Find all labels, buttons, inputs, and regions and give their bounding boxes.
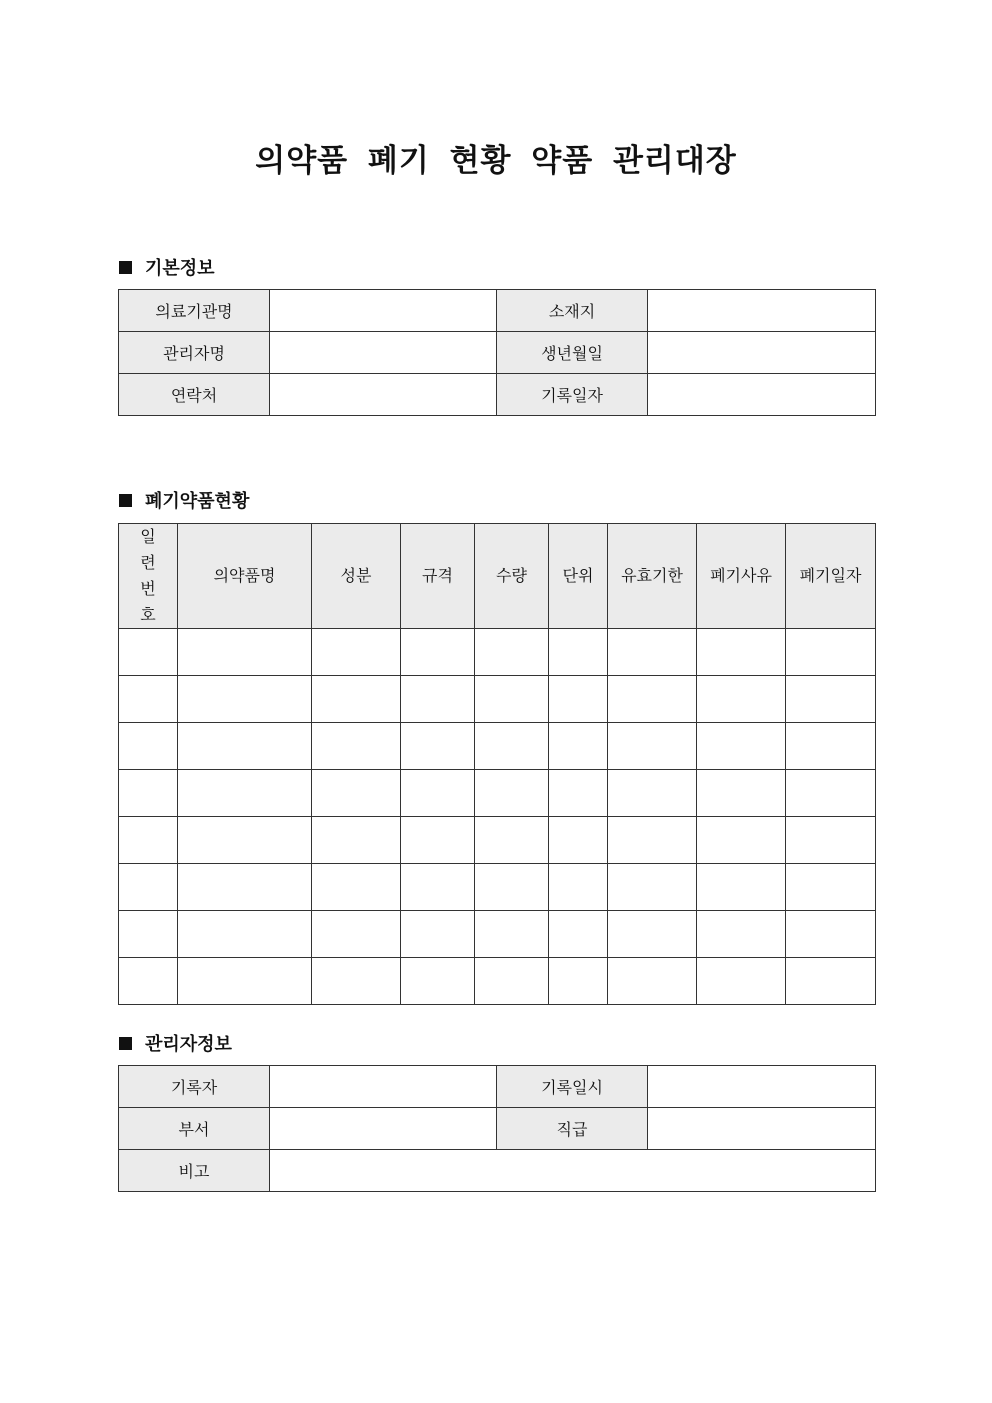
section-heading-disposal-label: 폐기약품현황 [145, 491, 250, 512]
field-birth-date[interactable] [648, 332, 876, 374]
cell-unit[interactable] [549, 629, 608, 676]
cell-drug-name[interactable] [178, 629, 312, 676]
cell-disposal-reason[interactable] [697, 911, 786, 958]
column-header-unit: 단위 [549, 524, 608, 629]
cell-ingredient[interactable] [312, 629, 401, 676]
table-row [119, 958, 876, 1005]
label-birth-date: 생년월일 [497, 332, 648, 374]
label-location: 소재지 [497, 290, 648, 332]
cell-drug-name[interactable] [178, 770, 312, 817]
cell-serial-number[interactable] [119, 817, 178, 864]
field-recorder[interactable] [270, 1066, 497, 1108]
cell-ingredient[interactable] [312, 817, 401, 864]
column-header-disposal-date: 폐기일자 [786, 524, 876, 629]
field-institution-name[interactable] [270, 290, 497, 332]
section-heading-basic-label: 기본정보 [145, 258, 215, 279]
cell-expiry-date[interactable] [608, 817, 697, 864]
cell-disposal-reason[interactable] [697, 676, 786, 723]
cell-disposal-reason[interactable] [697, 958, 786, 1005]
cell-expiry-date[interactable] [608, 864, 697, 911]
column-header-drug-name: 의약품명 [178, 524, 312, 629]
cell-drug-name[interactable] [178, 676, 312, 723]
cell-unit[interactable] [549, 864, 608, 911]
table-row [119, 770, 876, 817]
section-heading-disposal [119, 487, 249, 513]
cell-expiry-date[interactable] [608, 723, 697, 770]
column-header-expiry-date: 유효기한 [608, 524, 697, 629]
table-header-row [119, 524, 876, 629]
cell-quantity[interactable] [475, 864, 549, 911]
column-header-serial-number-label: 일련번호 [140, 527, 156, 624]
column-header-quantity: 수량 [475, 524, 549, 629]
cell-disposal-reason[interactable] [697, 864, 786, 911]
label-remarks: 비고 [119, 1150, 270, 1192]
table-row [119, 1066, 876, 1108]
cell-ingredient[interactable] [312, 723, 401, 770]
cell-drug-name[interactable] [178, 723, 312, 770]
cell-unit[interactable] [549, 676, 608, 723]
cell-unit[interactable] [549, 911, 608, 958]
disposal-table-body [119, 629, 876, 1005]
table-row [119, 817, 876, 864]
cell-disposal-date[interactable] [786, 958, 876, 1005]
cell-ingredient[interactable] [312, 958, 401, 1005]
cell-disposal-date[interactable] [786, 723, 876, 770]
cell-specification[interactable] [401, 629, 475, 676]
cell-specification[interactable] [401, 770, 475, 817]
cell-serial-number[interactable] [119, 864, 178, 911]
cell-expiry-date[interactable] [608, 958, 697, 1005]
basic-info-table [118, 289, 876, 416]
label-recorder: 기록자 [119, 1066, 270, 1108]
cell-specification[interactable] [401, 911, 475, 958]
table-row [119, 864, 876, 911]
cell-quantity[interactable] [475, 817, 549, 864]
cell-drug-name[interactable] [178, 817, 312, 864]
cell-unit[interactable] [549, 817, 608, 864]
field-contact[interactable] [270, 374, 497, 416]
column-header-ingredient: 성분 [312, 524, 401, 629]
section-heading-basic [119, 254, 215, 280]
table-row [119, 1150, 876, 1192]
cell-serial-number[interactable] [119, 958, 178, 1005]
cell-serial-number[interactable] [119, 629, 178, 676]
field-manager-name[interactable] [270, 332, 497, 374]
cell-disposal-reason[interactable] [697, 629, 786, 676]
table-row [119, 332, 876, 374]
cell-ingredient[interactable] [312, 864, 401, 911]
field-record-datetime[interactable] [648, 1066, 876, 1108]
cell-specification[interactable] [401, 958, 475, 1005]
section-heading-manager [119, 1030, 232, 1056]
cell-serial-number[interactable] [119, 770, 178, 817]
cell-disposal-reason[interactable] [697, 723, 786, 770]
square-bullet-icon [119, 261, 132, 274]
page-title: 의약품 폐기 현황 약품 관리대장 [255, 143, 737, 179]
cell-disposal-date[interactable] [786, 629, 876, 676]
cell-expiry-date[interactable] [608, 770, 697, 817]
field-record-date[interactable] [648, 374, 876, 416]
label-record-date: 기록일자 [497, 374, 648, 416]
cell-drug-name[interactable] [178, 958, 312, 1005]
cell-quantity[interactable] [475, 723, 549, 770]
cell-ingredient[interactable] [312, 770, 401, 817]
table-row [119, 676, 876, 723]
cell-quantity[interactable] [475, 958, 549, 1005]
cell-drug-name[interactable] [178, 864, 312, 911]
table-row [119, 1108, 876, 1150]
column-header-specification: 규격 [401, 524, 475, 629]
cell-disposal-reason[interactable] [697, 817, 786, 864]
section-heading-manager-label: 관리자정보 [145, 1034, 232, 1055]
cell-serial-number[interactable] [119, 911, 178, 958]
cell-quantity[interactable] [475, 629, 549, 676]
column-header-disposal-reason: 폐기사유 [697, 524, 786, 629]
table-row [119, 723, 876, 770]
cell-serial-number[interactable] [119, 676, 178, 723]
cell-serial-number[interactable] [119, 723, 178, 770]
cell-drug-name[interactable] [178, 911, 312, 958]
cell-expiry-date[interactable] [608, 629, 697, 676]
cell-disposal-date[interactable] [786, 911, 876, 958]
cell-quantity[interactable] [475, 911, 549, 958]
table-row [119, 911, 876, 958]
field-department[interactable] [270, 1108, 497, 1150]
table-row [119, 290, 876, 332]
square-bullet-icon [119, 1037, 132, 1050]
cell-expiry-date[interactable] [608, 911, 697, 958]
label-record-datetime: 기록일시 [497, 1066, 648, 1108]
label-institution-name: 의료기관명 [119, 290, 270, 332]
cell-unit[interactable] [549, 723, 608, 770]
field-position[interactable] [648, 1108, 876, 1150]
cell-ingredient[interactable] [312, 676, 401, 723]
cell-quantity[interactable] [475, 770, 549, 817]
cell-disposal-reason[interactable] [697, 770, 786, 817]
cell-specification[interactable] [401, 817, 475, 864]
label-manager-name: 관리자명 [119, 332, 270, 374]
disposal-table [118, 523, 876, 1005]
cell-quantity[interactable] [475, 676, 549, 723]
cell-unit[interactable] [549, 770, 608, 817]
table-row [119, 374, 876, 416]
cell-unit[interactable] [549, 958, 608, 1005]
column-header-serial-number [119, 524, 178, 629]
field-remarks[interactable] [270, 1150, 876, 1192]
cell-specification[interactable] [401, 676, 475, 723]
cell-specification[interactable] [401, 723, 475, 770]
label-department: 부서 [119, 1108, 270, 1150]
cell-disposal-date[interactable] [786, 676, 876, 723]
label-contact: 연락처 [119, 374, 270, 416]
cell-specification[interactable] [401, 864, 475, 911]
cell-disposal-date[interactable] [786, 864, 876, 911]
label-position: 직급 [497, 1108, 648, 1150]
table-row [119, 629, 876, 676]
manager-info-table [118, 1065, 876, 1192]
cell-disposal-date[interactable] [786, 770, 876, 817]
cell-ingredient[interactable] [312, 911, 401, 958]
cell-disposal-date[interactable] [786, 817, 876, 864]
cell-expiry-date[interactable] [608, 676, 697, 723]
field-location[interactable] [648, 290, 876, 332]
square-bullet-icon [119, 494, 132, 507]
